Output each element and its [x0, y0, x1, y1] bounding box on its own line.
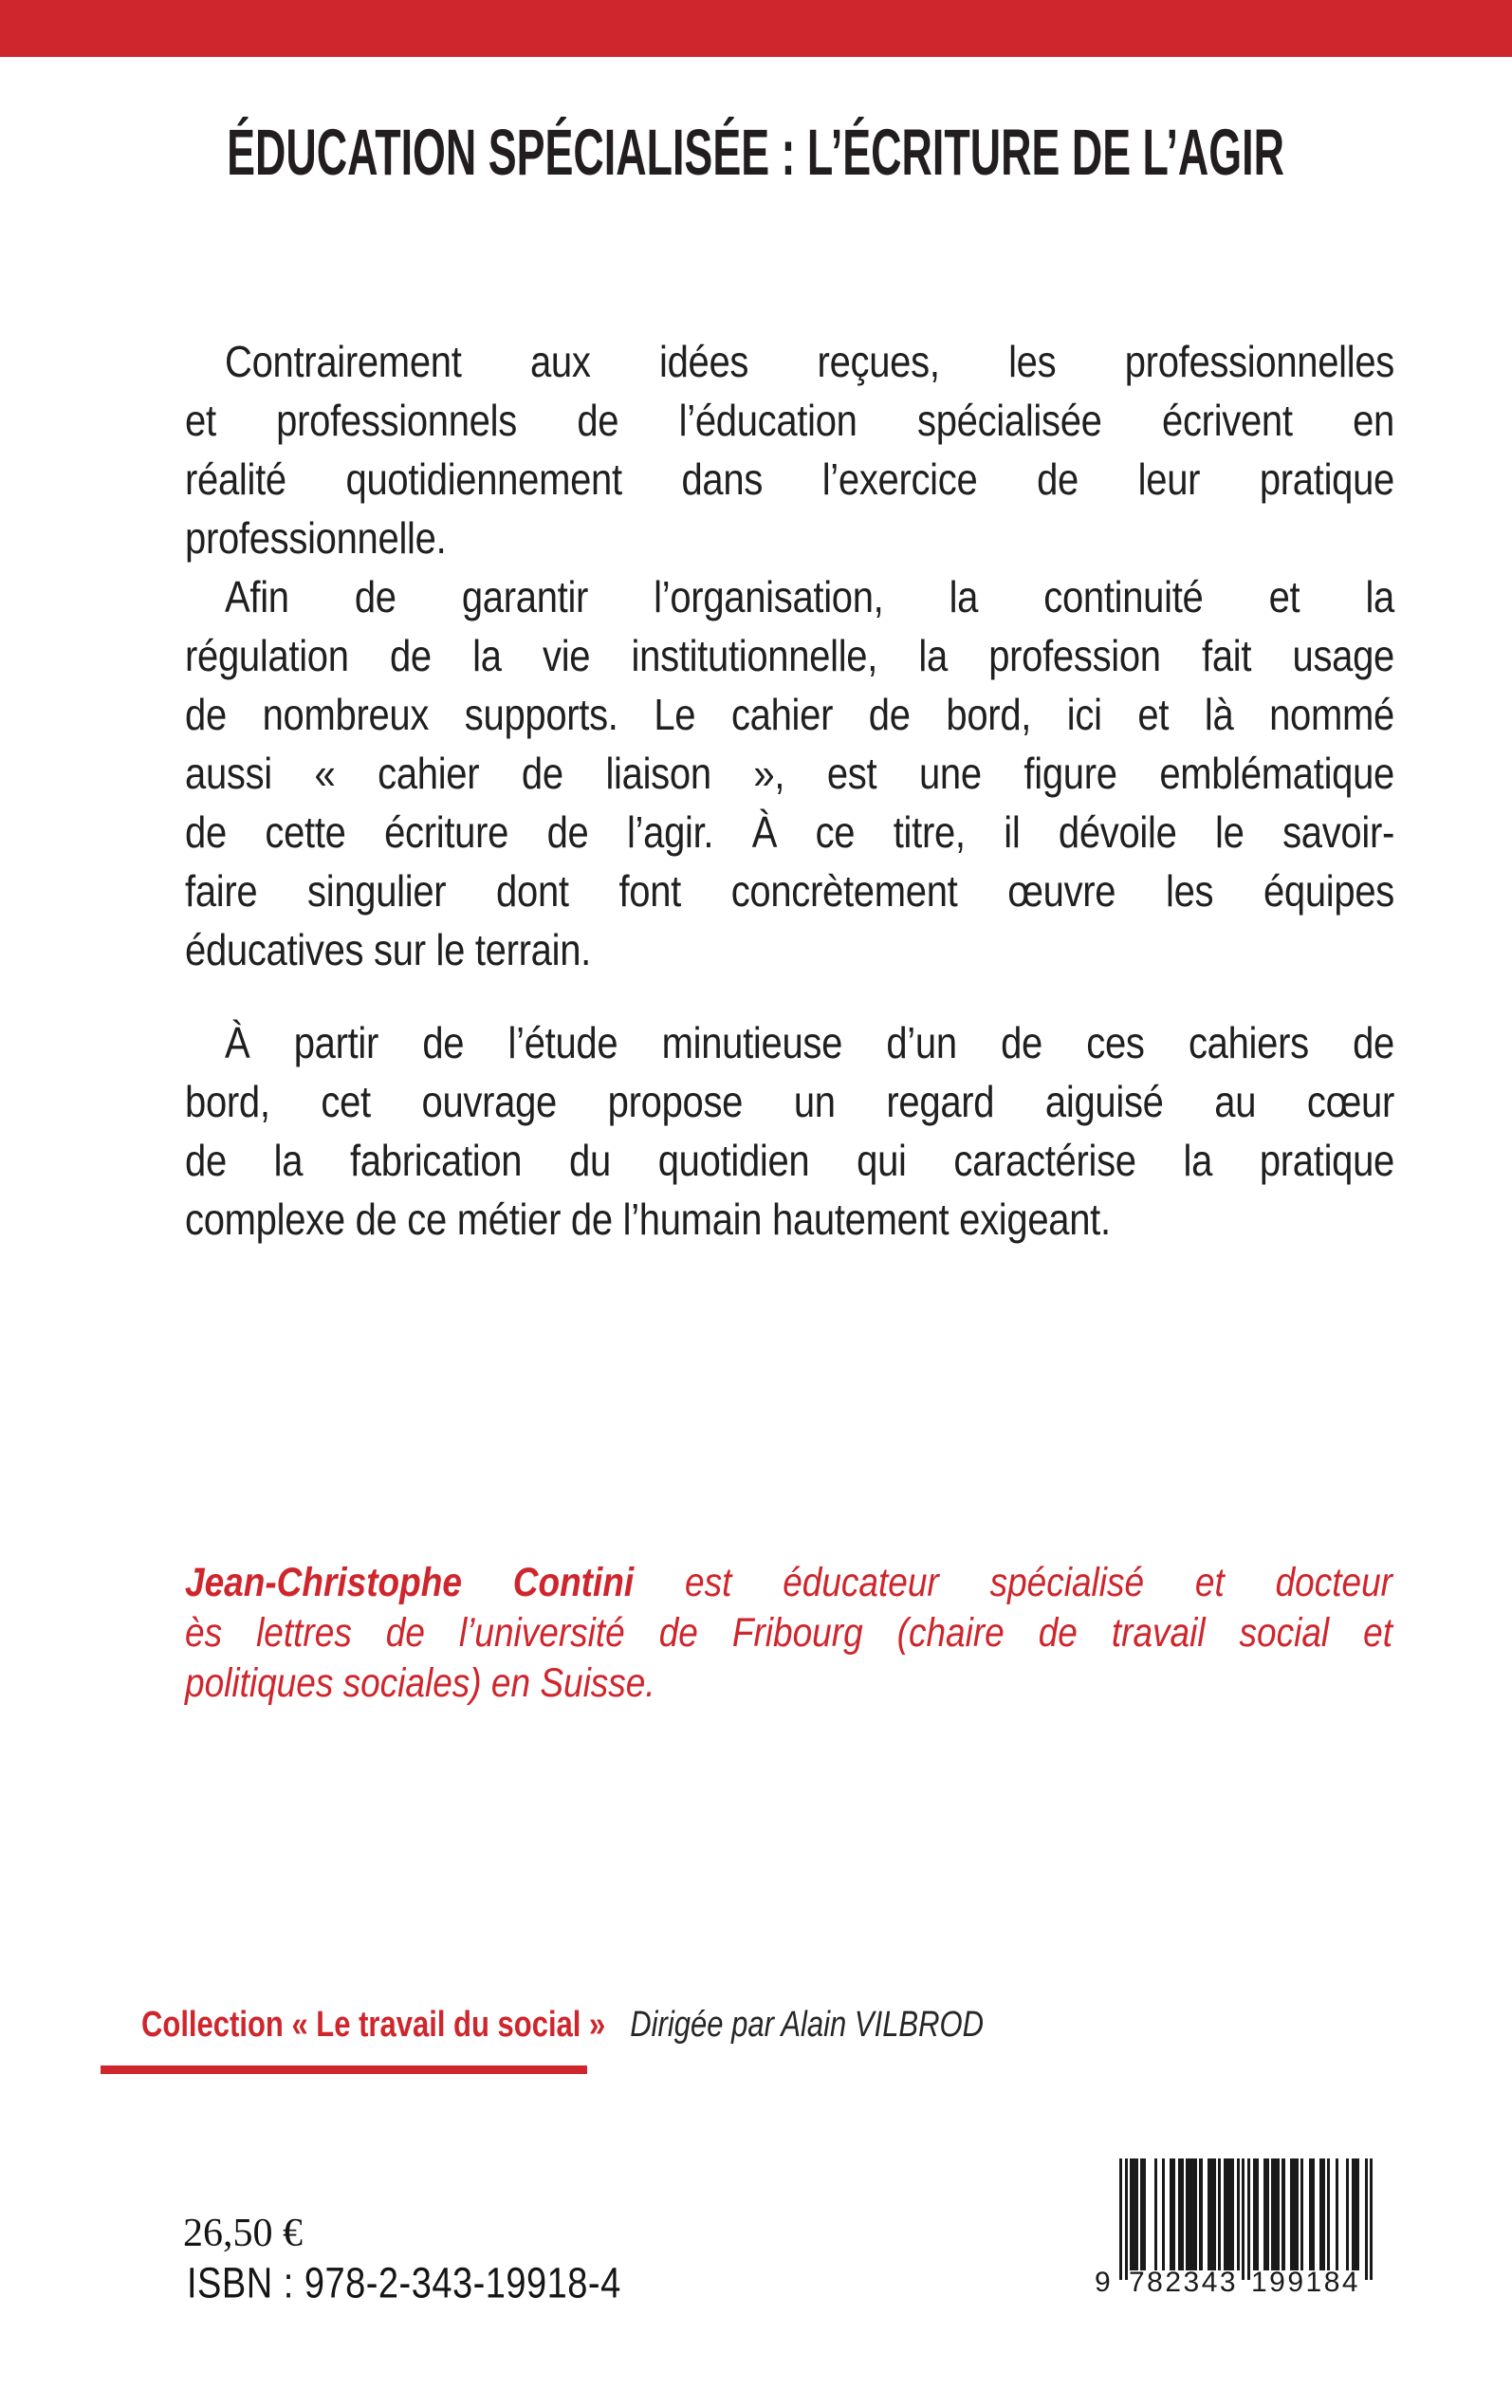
barcode-digits-left: 782343: [1129, 2267, 1239, 2298]
barcode-bar: [1247, 2158, 1250, 2280]
book-title: ÉDUCATION SPÉCIALISÉE : L’ÉCRITURE DE L’AGIR: [227, 116, 1285, 190]
isbn-text: ISBN : 978-2-343-19918-4: [187, 2260, 621, 2308]
barcode-bar: [1218, 2158, 1221, 2270]
barcode-bar: [1212, 2158, 1215, 2270]
barcode-bar: [1255, 2158, 1258, 2270]
title-row: [0, 116, 1512, 190]
red-top-bar: [0, 0, 1512, 57]
body-line: éducatives sur le terrain.: [185, 926, 591, 975]
barcode-bar: [1356, 2158, 1359, 2270]
back-cover-text: [185, 333, 1394, 1250]
body-paragraph: [185, 568, 1394, 980]
body-line: faire singulier dont font concrètement œuvre les équipes: [185, 867, 1394, 917]
barcode-bar: [1346, 2158, 1349, 2270]
body-paragraph: [185, 1014, 1394, 1250]
collection-underline: [101, 2065, 587, 2074]
barcode-bar: [1143, 2158, 1146, 2270]
barcode-bar: [1154, 2158, 1157, 2270]
price-label: 26,50 €: [183, 2212, 303, 2255]
barcode-bar: [1365, 2158, 1368, 2280]
barcode-bar: [1119, 2158, 1122, 2280]
barcode-bar: [1242, 2158, 1245, 2280]
collection-row: [141, 2004, 984, 2046]
barcode-bar: [1172, 2158, 1175, 2270]
body-line: réalité quotidiennement dans l’exercice de leur pratique: [185, 455, 1394, 505]
barcode-bar: [1282, 2158, 1284, 2270]
barcode-bar: [1311, 2158, 1314, 2270]
barcode-bar: [1199, 2158, 1202, 2270]
barcode-bar: [1300, 2158, 1303, 2270]
barcode-bar: [1266, 2158, 1269, 2270]
barcode-bar: [1370, 2158, 1373, 2280]
barcode-bar: [1322, 2158, 1325, 2270]
barcode-digit-first: 9: [1095, 2267, 1111, 2298]
body-line: régulation de la vie institutionnelle, la profession fait usage: [185, 632, 1394, 681]
barcode-bars: [1119, 2158, 1373, 2280]
body-line: complexe de ce métier de l’humain hautement exigeant.: [185, 1195, 1111, 1245]
body-paragraph: [185, 333, 1394, 568]
barcode-bar: [1277, 2158, 1280, 2270]
body-line: de cette écriture de l’agir. À ce titre, il dévoile le savoir-: [185, 808, 1394, 858]
body-line: Afin de garantir l’organisation, la continuité et la: [225, 573, 1394, 622]
body-line: bord, cet ouvrage propose un regard aiguisé au cœur: [185, 1078, 1394, 1127]
author-name: Jean-Christophe Contini: [185, 1559, 635, 1605]
body-line: professionnelle.: [185, 514, 447, 564]
isbn-label: [187, 2260, 621, 2308]
author-bio: [185, 1557, 1392, 1708]
body-line: et professionnels de l’éducation spécialisée écrivent en: [185, 397, 1394, 446]
barcode-digits-right: 199184: [1251, 2267, 1361, 2298]
barcode-bar: [1135, 2158, 1138, 2270]
barcode: [1095, 2158, 1373, 2301]
barcode-bar: [1181, 2158, 1184, 2270]
barcode-bar: [1295, 2158, 1298, 2270]
bio-line: Jean-Christophe Contini est éducateur spécialisé et docteur: [185, 1559, 1392, 1605]
barcode-bar: [1231, 2158, 1234, 2270]
collection-label: Collection « Le travail du social »: [141, 2004, 606, 2045]
barcode-bar: [1125, 2158, 1128, 2280]
barcode-bar: [1237, 2158, 1240, 2270]
body-line: À partir de l’étude minutieuse d’un de ces cahiers de: [225, 1019, 1394, 1068]
body-line: aussi « cahier de liaison », est une figure emblématique: [185, 750, 1394, 799]
barcode-bar: [1327, 2158, 1330, 2270]
barcode-bar: [1194, 2158, 1197, 2270]
body-line: de la fabrication du quotidien qui caractérise la pratique: [185, 1137, 1394, 1186]
barcode-bar: [1336, 2158, 1338, 2270]
collection-director: Dirigée par Alain VILBROD: [630, 2004, 984, 2045]
bio-line: politiques sociales) en Suisse.: [185, 1659, 655, 1706]
bio-line: ès lettres de l’université de Fribourg (chaire de travail social et: [185, 1609, 1392, 1656]
barcode-bar: [1162, 2158, 1165, 2270]
body-line: Contrairement aux idées reçues, les professionnelles: [225, 338, 1394, 387]
body-line: de nombreux supports. Le cahier de bord, ici et là nommé: [185, 691, 1394, 740]
